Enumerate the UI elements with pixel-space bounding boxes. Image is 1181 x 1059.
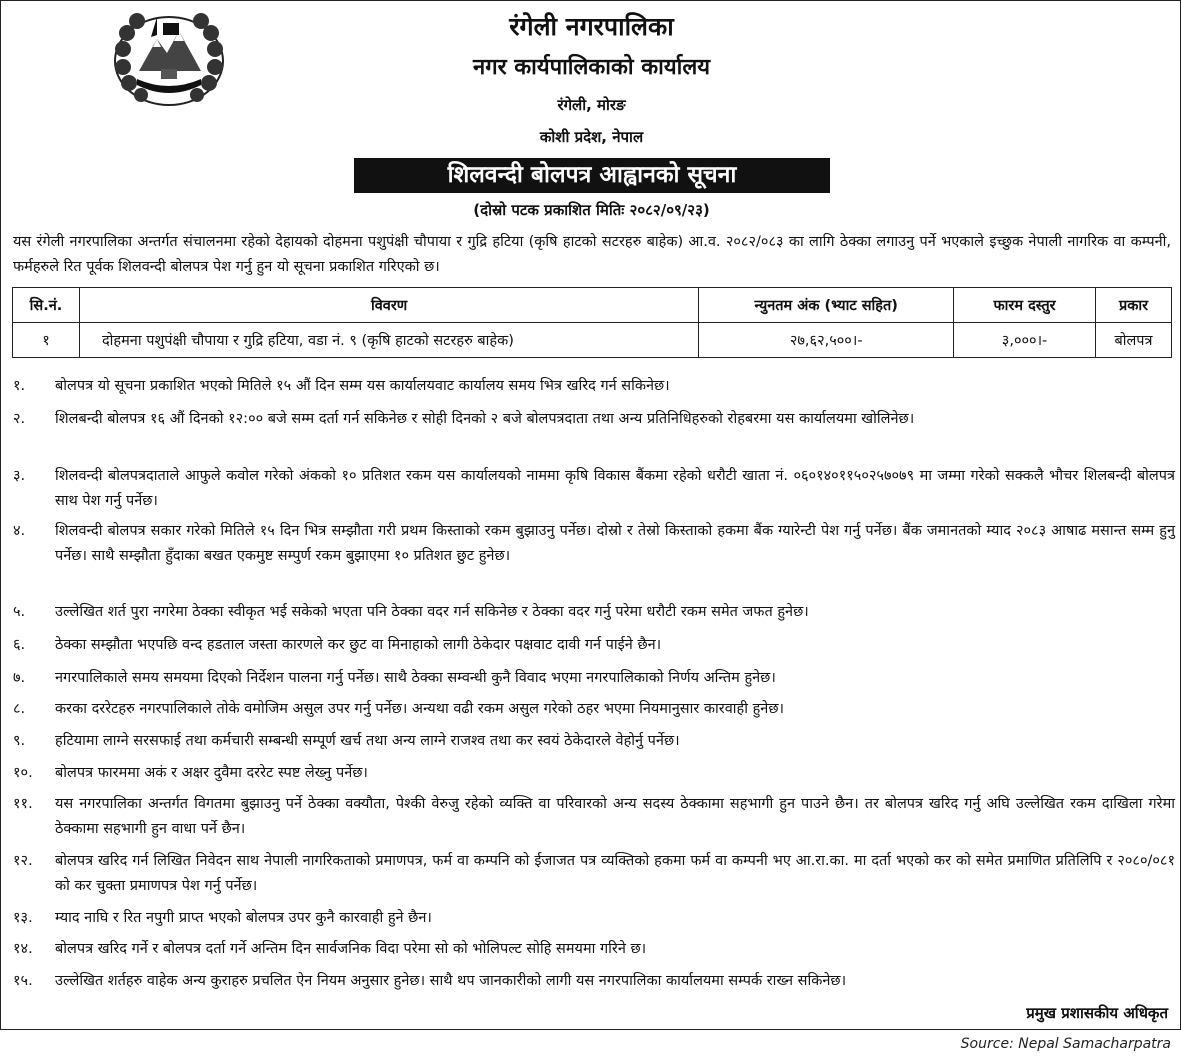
- condition-number: ११.: [13, 796, 33, 812]
- col-header-description: विवरण: [79, 288, 698, 323]
- col-header-serial: सि.नं.: [13, 288, 80, 323]
- condition-number: ६.: [13, 637, 26, 653]
- condition-text: उल्लेखित शर्तहरु वाहेक अन्य कुराहरु प्रचलित ऐन नियम अनुसार हुनेछ। साथै थप जानकारीको लागी यस नगरपालिका कार्यालयमा सम्पर्क राख्न सकिनेछ।: [55, 973, 847, 989]
- list-item: [13, 969, 1175, 994]
- condition-text: शिलबन्दी बोलपत्र १६ औं दिनको १२:०० बजे सम्म दर्ता गर्न सकिनेछ र सोही दिनको २ बजे बोलपत्रदाता तथा अन्य प्रतिनिधिहरुको रोहबरमा यस कार्यालयमा खोलिनेछ।: [55, 411, 915, 427]
- office-province: कोशी प्रदेश, नेपाल: [539, 128, 644, 146]
- condition-text: बोलपत्र फारममा अकं र अक्षर दुवैमा दररेट स्पष्ट लेख्नु पर्नेछ।: [55, 765, 368, 781]
- cell-minimum-amount: २७,६२,५००।-: [699, 323, 954, 358]
- list-item: [13, 761, 1175, 786]
- condition-number: ९.: [13, 733, 26, 749]
- tender-table: [12, 287, 1172, 358]
- condition-number: ४.: [13, 523, 26, 539]
- list-item: [13, 464, 1175, 514]
- list-item: [13, 937, 1175, 962]
- condition-number: ८.: [13, 701, 26, 717]
- list-item: [13, 792, 1175, 842]
- list-item: [13, 666, 1175, 691]
- publication-date: (दोस्रो पटक प्रकाशित मितिः २०८२/०९/२३): [473, 201, 710, 219]
- municipality-name: रंगेली नगरपालिका: [509, 12, 674, 41]
- cell-type: बोलपत्र: [1096, 323, 1172, 358]
- condition-text: हटियामा लाग्ने सरसफाई तथा कर्मचारी सम्बन्धी सम्पूर्ण खर्च तथा अन्य लाग्ने राजश्व तथा कर स्वयं ठेकेदारले वेहोर्नु पर्नेछ।: [55, 733, 680, 749]
- condition-text: बोलपत्र यो सूचना प्रकाशित भएको मितिले १५ औं दिन सम्म यस कार्यालयवाट कार्यालय समय भित्र खरिद गर्न सकिनेछ।: [55, 378, 670, 394]
- condition-number: ५.: [13, 604, 26, 620]
- col-header-form-fee: फारम दस्तुर: [954, 288, 1096, 323]
- table-row: [13, 323, 1172, 358]
- cell-serial: १: [13, 323, 80, 358]
- list-item: [13, 374, 1175, 399]
- source-credit: Source: Nepal Samacharpatra: [960, 1036, 1171, 1052]
- condition-text: शिलवन्दी बोलपत्रदाताले आफुले कवोल गरेको अंकको १० प्रतिशत रकम यस कार्यालयको नाममा कृषि विकास बैंकमा रहेको धरौटी खाता नं. ०६०१४०११५०२५७०७९ मा जम्मा गरेको सक्कलै भौचर शिलबन्दी बोलपत्र साथ पेश गर्नु पर्नेछ।: [55, 468, 1175, 509]
- list-item: [13, 906, 1175, 931]
- condition-number: १४.: [13, 941, 33, 957]
- condition-number: २.: [13, 411, 26, 427]
- table-header-row: [13, 288, 1172, 323]
- list-item: [13, 633, 1175, 658]
- condition-number: १५.: [13, 973, 33, 989]
- office-name: नगर कार्यपालिकाको कार्यालय: [473, 55, 710, 80]
- signatory-title: प्रमुख प्रशासकीय अधिकृत: [1026, 1004, 1168, 1022]
- intro-paragraph: यस रंगेली नगरपालिका अन्तर्गत संचालनमा रहेको देहायको दोहमना पशुपंक्षी चौपाया र गुद्रि हटिया (कृषि हाटको सटरहरु बाहेक) आ.व. २०८२/०८३ का लागि ठेक्का लगाउनु पर्ने भएकाले इच्छुक नेपाली नागरिक वा कम्पनी, फर्महरुले रित पूर्वक शिलवन्दी बोलपत्र पेश गर्नु हुन यो सूचना प्रकाशित गरिएको छ।: [13, 234, 1171, 275]
- condition-number: ७.: [13, 670, 26, 686]
- cell-description: दोहमना पशुपंक्षी चौपाया र गुद्रि हटिया, वडा नं. ९ (कृषि हाटको सटरहरु बाहेक): [79, 323, 698, 358]
- condition-text: नगरपालिकाले समय समयमा दिएको निर्देशन पालना गर्नु पर्नेछ। साथै ठेक्का सम्वन्धी कुनै विवाद भएमा नगरपालिकाको निर्णय अन्तिम हुनेछ।: [55, 670, 776, 686]
- condition-number: ३.: [13, 468, 26, 484]
- list-item: [13, 729, 1175, 754]
- cell-form-fee: ३,०००।-: [954, 323, 1096, 358]
- notice-title: शिलवन्दी बोलपत्र आह्वानको सूचना: [354, 158, 830, 193]
- list-item: [13, 519, 1175, 569]
- condition-number: १.: [13, 378, 26, 394]
- col-header-minimum-amount: न्युनतम अंक (भ्याट सहित): [699, 288, 954, 323]
- condition-number: १०.: [13, 765, 33, 781]
- condition-number: १२.: [13, 853, 33, 869]
- condition-text: म्याद नाघि र रित नपुगी प्राप्त भएको बोलपत्र उपर कुनै कारवाही हुने छैन।: [55, 910, 432, 926]
- condition-text: बोलपत्र खरिद गर्न लिखित निवेदन साथ नेपाली नागरिकताको प्रमाणपत्र, फर्म वा कम्पनि को ईजाजत पत्र व्यक्तिको हकमा फर्म वा कम्पनी भए आ.रा.का. मा दर्ता भएको कर को समेत प्रमाणित प्रतिलिपि र २०८०/०८१ को कर चुक्ता प्रमाणपत्र पेश गर्नु पर्नेछ।: [55, 853, 1175, 894]
- condition-text: बोलपत्र खरिद गर्ने र बोलपत्र दर्ता गर्ने अन्तिम दिन सार्वजनिक विदा परेमा सो को भोलिपल्ट सोहि समयमा गरिने छ।: [55, 941, 647, 957]
- list-item: [13, 600, 1175, 625]
- col-header-type: प्रकार: [1096, 288, 1172, 323]
- condition-text: करका दररेटहरु नगरपालिकाले तोके वमोजिम असुल उपर गर्नु पर्नेछ। अन्यथा वढी रकम असुल गरेको ठहर भएमा नियमानुसार कारवाही हुनेछ।: [55, 701, 784, 717]
- list-item: [13, 849, 1175, 899]
- condition-text: उल्लेखित शर्त पुरा नगरेमा ठेक्का स्वीकृत भई सकेको भएता पनि ठेक्का वदर गर्न सकिनेछ र ठेक्का वदर गर्नु परेमा धरौटी रकम समेत जफत हुनेछ।: [55, 604, 809, 620]
- condition-text: ठेक्का सम्झौता भएपछि वन्द हडताल जस्ता कारणले कर छुट वा मिनाहाको लागी ठेकेदार पक्षवाट दावी गर्न पाईने छैन।: [55, 637, 662, 653]
- condition-number: १३.: [13, 910, 33, 926]
- list-item: [13, 407, 1175, 432]
- office-location: रंगेली, मोरङ: [557, 96, 626, 114]
- condition-text: यस नगरपालिका अन्तर्गत विगतमा बुझाउनु पर्ने ठेक्का वक्यौता, पेश्की वेरुजु रहेको व्यक्ति वा परिवारको अन्य सदस्य ठेक्कामा सहभागी हुन पाउने छैन। तर बोलपत्र खरिद गर्नु अघि उल्लेखित रकम दाखिला गरेमा ठेक्कामा सहभागी हुन वाधा पर्ने छैन।: [55, 796, 1175, 837]
- list-item: [13, 697, 1175, 722]
- condition-text: शिलवन्दी बोलपत्र सकार गरेको मितिले १५ दिन भित्र सम्झौता गरी प्रथम किस्ताको रकम बुझाउनु पर्नेछ। दोस्रो र तेस्रो किस्ताको हकमा बैंक ग्यारेन्टी पेश गर्नु पर्नेछ। बैंक जमानतको म्याद २०८३ आषाढ मसान्त सम्म हुनु पर्नेछ। साथै सम्झौता हुँदाका बखत एकमुष्ट सम्पुर्ण रकम बुझाएमा १० प्रतिशत छुट हुनेछ।: [55, 523, 1175, 564]
